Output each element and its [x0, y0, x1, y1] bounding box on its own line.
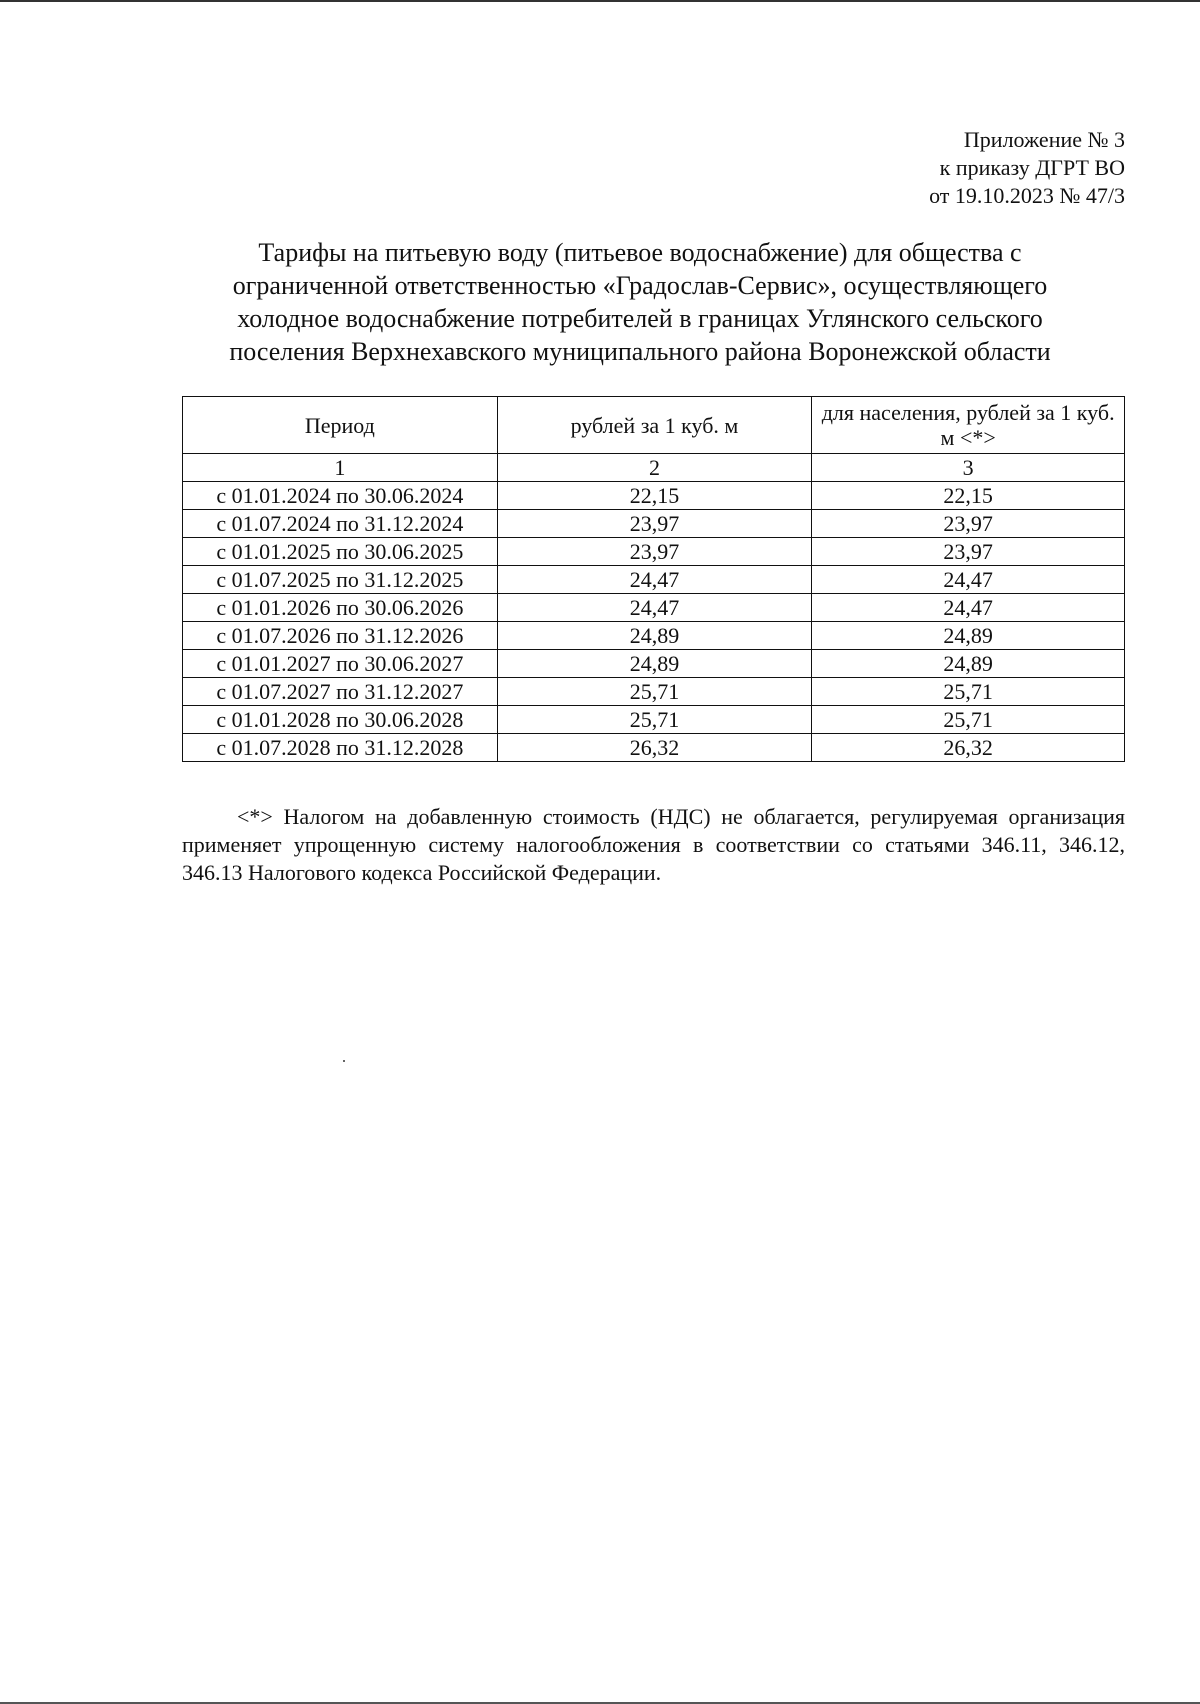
appendix-date: от 19.10.2023 № 47/3 — [929, 183, 1125, 208]
appendix-number: Приложение № 3 — [963, 127, 1125, 152]
period-cell: с 01.07.2026 по 31.12.2026 — [183, 622, 498, 650]
rate-cell: 26,32 — [497, 734, 812, 762]
table-row — [183, 538, 1125, 566]
period-cell: с 01.01.2025 по 30.06.2025 — [183, 538, 498, 566]
rate-cell: 24,47 — [497, 566, 812, 594]
document-title — [180, 236, 1100, 368]
period-cell: с 01.01.2027 по 30.06.2027 — [183, 650, 498, 678]
rate-cell: 22,15 — [497, 482, 812, 510]
period-cell: с 01.07.2025 по 31.12.2025 — [183, 566, 498, 594]
column-number: 3 — [812, 454, 1125, 482]
rate-cell: 23,97 — [497, 510, 812, 538]
column-number: 1 — [183, 454, 498, 482]
population-rate-cell: 25,71 — [812, 706, 1125, 734]
table-row — [183, 678, 1125, 706]
period-cell: с 01.01.2028 по 30.06.2028 — [183, 706, 498, 734]
header-rate: рублей за 1 куб. м — [497, 397, 812, 454]
population-rate-cell: 24,89 — [812, 622, 1125, 650]
tariff-table — [182, 396, 1125, 762]
rate-cell: 24,89 — [497, 650, 812, 678]
population-rate-cell: 26,32 — [812, 734, 1125, 762]
appendix-reference — [929, 126, 1125, 210]
table-row — [183, 706, 1125, 734]
table-row — [183, 622, 1125, 650]
header-population-rate: для населения, рублей за 1 куб. м <*> — [812, 397, 1125, 454]
population-rate-cell: 24,89 — [812, 650, 1125, 678]
population-rate-cell: 23,97 — [812, 510, 1125, 538]
population-rate-cell: 22,15 — [812, 482, 1125, 510]
scan-speck — [343, 1060, 345, 1062]
period-cell: с 01.01.2024 по 30.06.2024 — [183, 482, 498, 510]
title-line-1: Тарифы на питьевую воду (питьевое водоснабжение) для общества с — [258, 238, 1022, 267]
column-number-row — [183, 454, 1125, 482]
rate-cell: 24,89 — [497, 622, 812, 650]
appendix-order: к приказу ДГРТ ВО — [939, 155, 1125, 180]
table-row — [183, 650, 1125, 678]
population-rate-cell: 23,97 — [812, 538, 1125, 566]
period-cell: с 01.07.2024 по 31.12.2024 — [183, 510, 498, 538]
top-border-line — [0, 0, 1200, 2]
period-cell: с 01.01.2026 по 30.06.2026 — [183, 594, 498, 622]
table-row — [183, 734, 1125, 762]
title-line-2: ограниченной ответственностью «Градослав-Сервис», осуществляющего — [232, 271, 1048, 300]
table-row — [183, 594, 1125, 622]
table-row — [183, 482, 1125, 510]
title-line-4: поселения Верхнехавского муниципального района Воронежской области — [229, 337, 1051, 366]
population-rate-cell: 24,47 — [812, 566, 1125, 594]
rate-cell: 25,71 — [497, 678, 812, 706]
footnote: <*> Налогом на добавленную стоимость (НДС) не облагается, регулируемая организация применяет упрощенную систему налогообложения в соответствии со статьями 346.11, 346.12, 346.13 Налогового кодекса Российской Федерации. — [182, 804, 1125, 885]
table-row — [183, 510, 1125, 538]
header-period: Период — [183, 397, 498, 454]
table-header-row — [183, 397, 1125, 454]
period-cell: с 01.07.2028 по 31.12.2028 — [183, 734, 498, 762]
rate-cell: 24,47 — [497, 594, 812, 622]
column-number: 2 — [497, 454, 812, 482]
rate-cell: 23,97 — [497, 538, 812, 566]
title-line-3: холодное водоснабжение потребителей в границах Углянского сельского — [237, 304, 1043, 333]
rate-cell: 25,71 — [497, 706, 812, 734]
period-cell: с 01.07.2027 по 31.12.2027 — [183, 678, 498, 706]
table-row — [183, 566, 1125, 594]
population-rate-cell: 25,71 — [812, 678, 1125, 706]
population-rate-cell: 24,47 — [812, 594, 1125, 622]
